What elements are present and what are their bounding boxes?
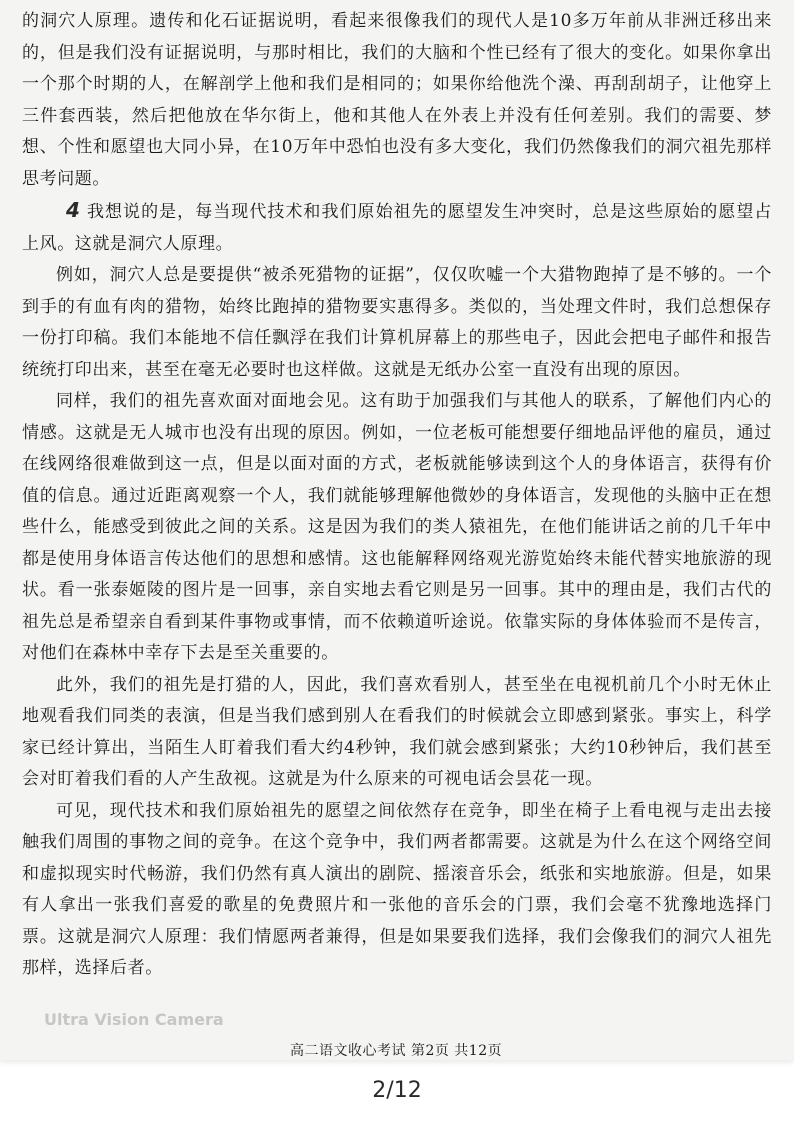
paragraph-4: 同样，我们的祖先喜欢面对面地会见。这有助于加强我们与其他人的联系，了解他们内心的情感。这就是无人城市也没有出现的原因。例如，一位老板可能想要仔细地品评他的雇员，通过在线网络很难做到这一点，但是以面对面的方式，老板就能够读到这个人的身体语言，获得有价值的信息。通过近距离观察一个人，我们就能够理解他微妙的身体语言，发现他的头脑中正在想些什么，能感受到彼此之间的关系。这是因为我们的类人猿祖先，在他们能讲话之前的几千年中都是使用身体语言传达他们的思想和感情。这也能解释网络观光游览始终未能代替实地旅游的现状。看一张泰姬陵的图片是一回事，亲自实地去看它则是另一回事。其中的理由是，我们古代的祖先总是希望亲自看到某件事物或事情，而不依赖道听途说。依靠实际的身体体验而不是传言，对他们在森林中幸存下去是至关重要的。 — [22, 391, 772, 663]
page-counter: 2/12 — [372, 1078, 422, 1103]
handwritten-paragraph-number: 4 — [66, 198, 81, 222]
document-body — [22, 6, 772, 985]
paragraph-3: 例如，洞穴人总是要提供“被杀死猎物的证据”，仅仅吹嘘一个大猎物跑掉了是不够的。一个到手的有血有肉的猎物，始终比跑掉的猎物要实惠得多。类似的，当处理文件时，我们总想保存一份打印稿。我们本能地不信任飘浮在我们计算机屏幕上的那些电子，因此会把电子邮件和报告统统打印出来，甚至在毫无必要时也这样做。这就是无纸办公室一直没有出现的原因。 — [22, 265, 772, 380]
page-footer: 高二语文收心考试 第2页 共12页 — [290, 1043, 503, 1059]
paragraph-2-text: 我想说的是，每当现代技术和我们原始祖先的愿望发生冲突时，总是这些原始的愿望占上风。这就是洞穴人原理。 — [22, 202, 772, 254]
paragraph-2 — [22, 195, 772, 260]
paragraph-1: 的洞穴人原理。遗传和化石证据说明，看起来很像我们的现代人是10多万年前从非洲迁移出来的，但是我们没有证据说明，与那时相比，我们的大脑和个性已经有了很大的变化。如果你拿出一个那个时期的人，在解剖学上他和我们是相同的；如果你给他洗个澡、再刮刮胡子，让他穿上三件套西装，然后把他放在华尔街上，他和其他人在外表上并没有任何差别。我们的需要、梦想、个性和愿望也大同小异，在10万年中恐怕也没有多大变化，我们仍然像我们的洞穴祖先那样思考问题。 — [22, 11, 772, 189]
paragraph-5: 此外，我们的祖先是打猎的人，因此，我们喜欢看别人，甚至坐在电视机前几个小时无休止地观看我们同类的表演，但是当我们感到别人在看我们的时候就会立即感到紧张。事实上，科学家已经计算出，当陌生人盯着我们看大约4秒钟，我们就会感到紧张；大约10秒钟后，我们甚至会对盯着我们看的人产生敌视。这就是为什么原来的可视电话会昙花一现。 — [22, 674, 772, 789]
paragraph-6: 可见，现代技术和我们原始祖先的愿望之间依然存在竞争，即坐在椅子上看电视与走出去接触我们周围的事物之间的竞争。在这个竞争中，我们两者都需要。这就是为什么在这个网络空间和虚拟现实时代畅游，我们仍然有真人演出的剧院、摇滚音乐会，纸张和实地旅游。但是，如果有人拿出一张我们喜爱的歌星的免费照片和一张他的音乐会的门票，我们会毫不犹豫地选择门票。这就是洞穴人原理：我们情愿两者兼得，但是如果要我们选择，我们会像我们的洞穴人祖先那样，选择后者。 — [22, 800, 772, 978]
camera-watermark: Ultra Vision Camera — [44, 1010, 224, 1029]
